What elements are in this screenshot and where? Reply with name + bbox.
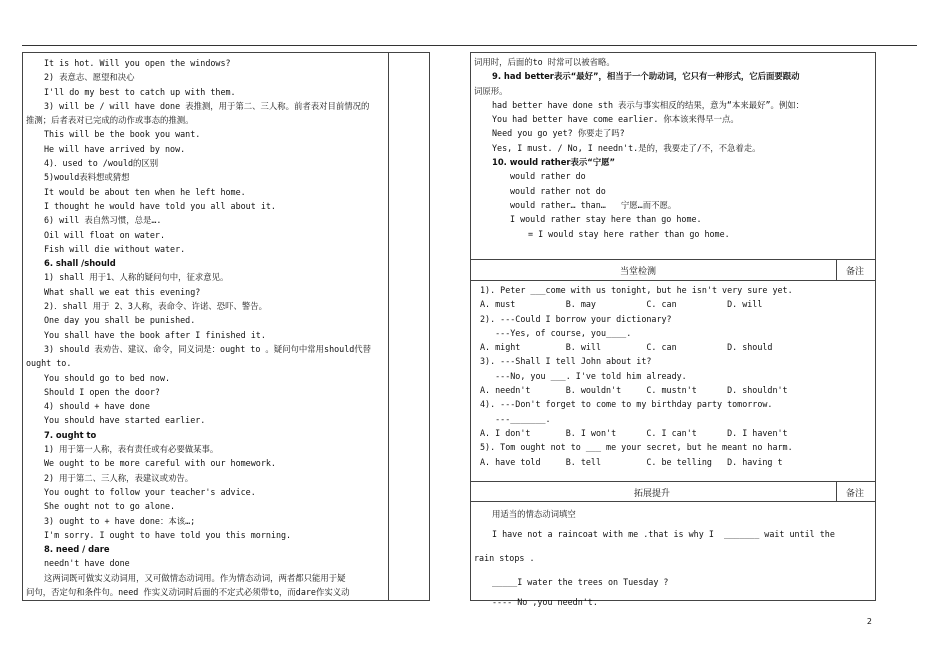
check-note-label: 备注 (846, 267, 865, 277)
text-line: 8. need / dare (44, 544, 110, 555)
text-line: ought to. (26, 358, 72, 369)
text-line: You shall have the book after I finished it. (44, 329, 266, 340)
ext-title: 拓展提升 (634, 489, 671, 499)
text-line: had better have done sth 表示与事实相反的结果，意为“本来最好”。例如： (492, 99, 805, 110)
ext-note-label: 备注 (846, 489, 865, 499)
text-line: A. must B. may C. can D. will (480, 299, 763, 310)
text-line: 6. shall /should (44, 258, 116, 269)
text-line: 4). ---Don't forget to come to my birthday party tomorrow. (480, 399, 773, 410)
text-line: What shall we eat this evening? (44, 286, 201, 297)
text-line: 1) shall 用于1、人称的疑问句中，征求意见。 (44, 272, 229, 283)
text-line: I thought he would have told you all about it. (44, 200, 276, 211)
check-title: 当堂检测 (620, 267, 657, 277)
text-line: 6) will 表自然习惯，总是…. (44, 215, 162, 226)
text-line: 4) should + have done (44, 401, 150, 412)
text-line: One day you shall be punished. (44, 315, 196, 326)
text-line: I would rather stay here than go home. (510, 214, 702, 225)
ext-line: _____I water the trees on Tuesday ? (492, 577, 669, 587)
text-line: ---_______. (480, 413, 551, 424)
text-line: 1) 用于第一人称，表有责任或有必要做某事。 (44, 444, 219, 455)
text-line: You ought to follow your teacher's advice. (44, 486, 256, 497)
text-line: He will have arrived by now. (44, 143, 186, 154)
check-top-rule (470, 259, 876, 260)
text-line: A. I don't B. I won't C. I can't D. I haven't (480, 427, 788, 438)
text-line: 这两词既可做实义动词用，又可做情态动词用。作为情态动词，两者都只能用于疑 (44, 572, 346, 583)
ext-content (474, 504, 872, 612)
left-note-divider (388, 52, 389, 601)
text-line: I'm sorry. I ought to have told you this morning. (44, 529, 292, 540)
text-line: 10. would rather表示“宁愿” (492, 157, 616, 168)
right-top-content (474, 55, 872, 241)
left-content (26, 56, 386, 599)
ext-line: 用适当的情态动词填空 (492, 509, 576, 519)
ext-line: I have not a raincoat with me .that is why I _______ wait until the (492, 529, 835, 539)
text-line: 5). Tom ought not to ___ me your secret, but he meant no harm. (480, 442, 793, 453)
text-line: Should I open the door? (44, 386, 160, 397)
text-line: 3) should 表劝告、建议、命令，同义词是：ought to 。疑问句中常用should代替 (44, 343, 372, 354)
text-line: ---Yes, of course, you____. (480, 327, 632, 338)
text-line: Yes, I must. / No, I needn't.是的，我要走了/不，不急着走。 (492, 142, 761, 153)
text-line: Oil will float on water. (44, 229, 166, 240)
check-header-rule (470, 280, 876, 281)
text-line: A. needn't B. wouldn't C. mustn't D. shouldn't (480, 385, 788, 396)
text-line: This will be the book you want. (44, 129, 201, 140)
ext-top-rule (470, 481, 876, 482)
text-line: Need you go yet? 你要走了吗? (492, 128, 625, 139)
text-line: would rather… than… 宁愿…而不愿。 (510, 199, 677, 210)
text-line: We ought to be more careful with our homework. (44, 458, 276, 469)
text-line: 7. ought to (44, 429, 97, 440)
text-line: would rather do (510, 171, 586, 182)
header-rule (22, 45, 917, 46)
text-line: 词用时，后面的to 时常可以被省略。 (474, 57, 615, 67)
ext-line: ---- No ,you needn't. (492, 597, 598, 607)
page-number: 2 (866, 617, 872, 626)
text-line: 词原形。 (474, 85, 508, 96)
text-line: 问句，否定句和条件句。need 作实义动词时后面的不定式必须带to，而dare作实义动 (26, 586, 350, 597)
text-line: 推测；后者表对已完成的动作或事态的推测。 (26, 115, 194, 126)
text-line: 3) will be / will have done 表推测，用于第二、三人称。前者表对目前情况的 (44, 100, 370, 111)
text-line: You had better have come earlier. 你本该来得早一点。 (492, 114, 739, 125)
text-line: 4)．used to /would的区别 (44, 158, 159, 169)
text-line: 2)．shall 用于 2、3人称，表命令、许诺、恐吓、警告。 (44, 301, 267, 312)
text-line: would rather not do (510, 185, 606, 196)
text-line: 2) 表意志、愿望和决心 (44, 72, 135, 83)
text-line: 1). Peter ___come with us tonight, but he isn't very sure yet. (480, 285, 793, 295)
text-line: Fish will die without water. (44, 243, 186, 254)
text-line: I'll do my best to catch up with them. (44, 86, 236, 97)
text-line: 5)would表料想或猜想 (44, 172, 130, 183)
text-line: 2). ---Could I borrow your dictionary? (480, 313, 672, 324)
text-line: You should go to bed now. (44, 372, 171, 383)
text-line: 9. had better表示“最好”，相当于一个助动词，它只有一种形式，它后面要跟动 (492, 71, 800, 82)
text-line: A. might B. will C. can D. should (480, 342, 773, 353)
ext-header-rule (470, 501, 876, 502)
ext-note-divider (836, 481, 837, 501)
text-line: = I would stay here rather than go home. (528, 228, 730, 239)
text-line: It would be about ten when he left home. (44, 186, 246, 197)
check-note-divider (836, 259, 837, 280)
text-line: It is hot. Will you open the windows? (44, 58, 231, 68)
text-line: needn't have done (44, 558, 130, 569)
text-line: You should have started earlier. (44, 415, 206, 426)
check-questions (480, 283, 870, 469)
text-line: 3) ought to + have done：本该…; (44, 515, 196, 526)
text-line: 2) 用于第二、三人称，表建议或劝告。 (44, 472, 194, 483)
text-line: 3). ---Shall I tell John about it? (480, 356, 652, 367)
text-line: A. have told B. tell C. be telling D. having t (480, 456, 783, 467)
text-line: ---No, you ___. I've told him already. (480, 370, 687, 381)
text-line: She ought not to go alone. (44, 501, 176, 512)
ext-line: rain stops . (474, 553, 535, 563)
